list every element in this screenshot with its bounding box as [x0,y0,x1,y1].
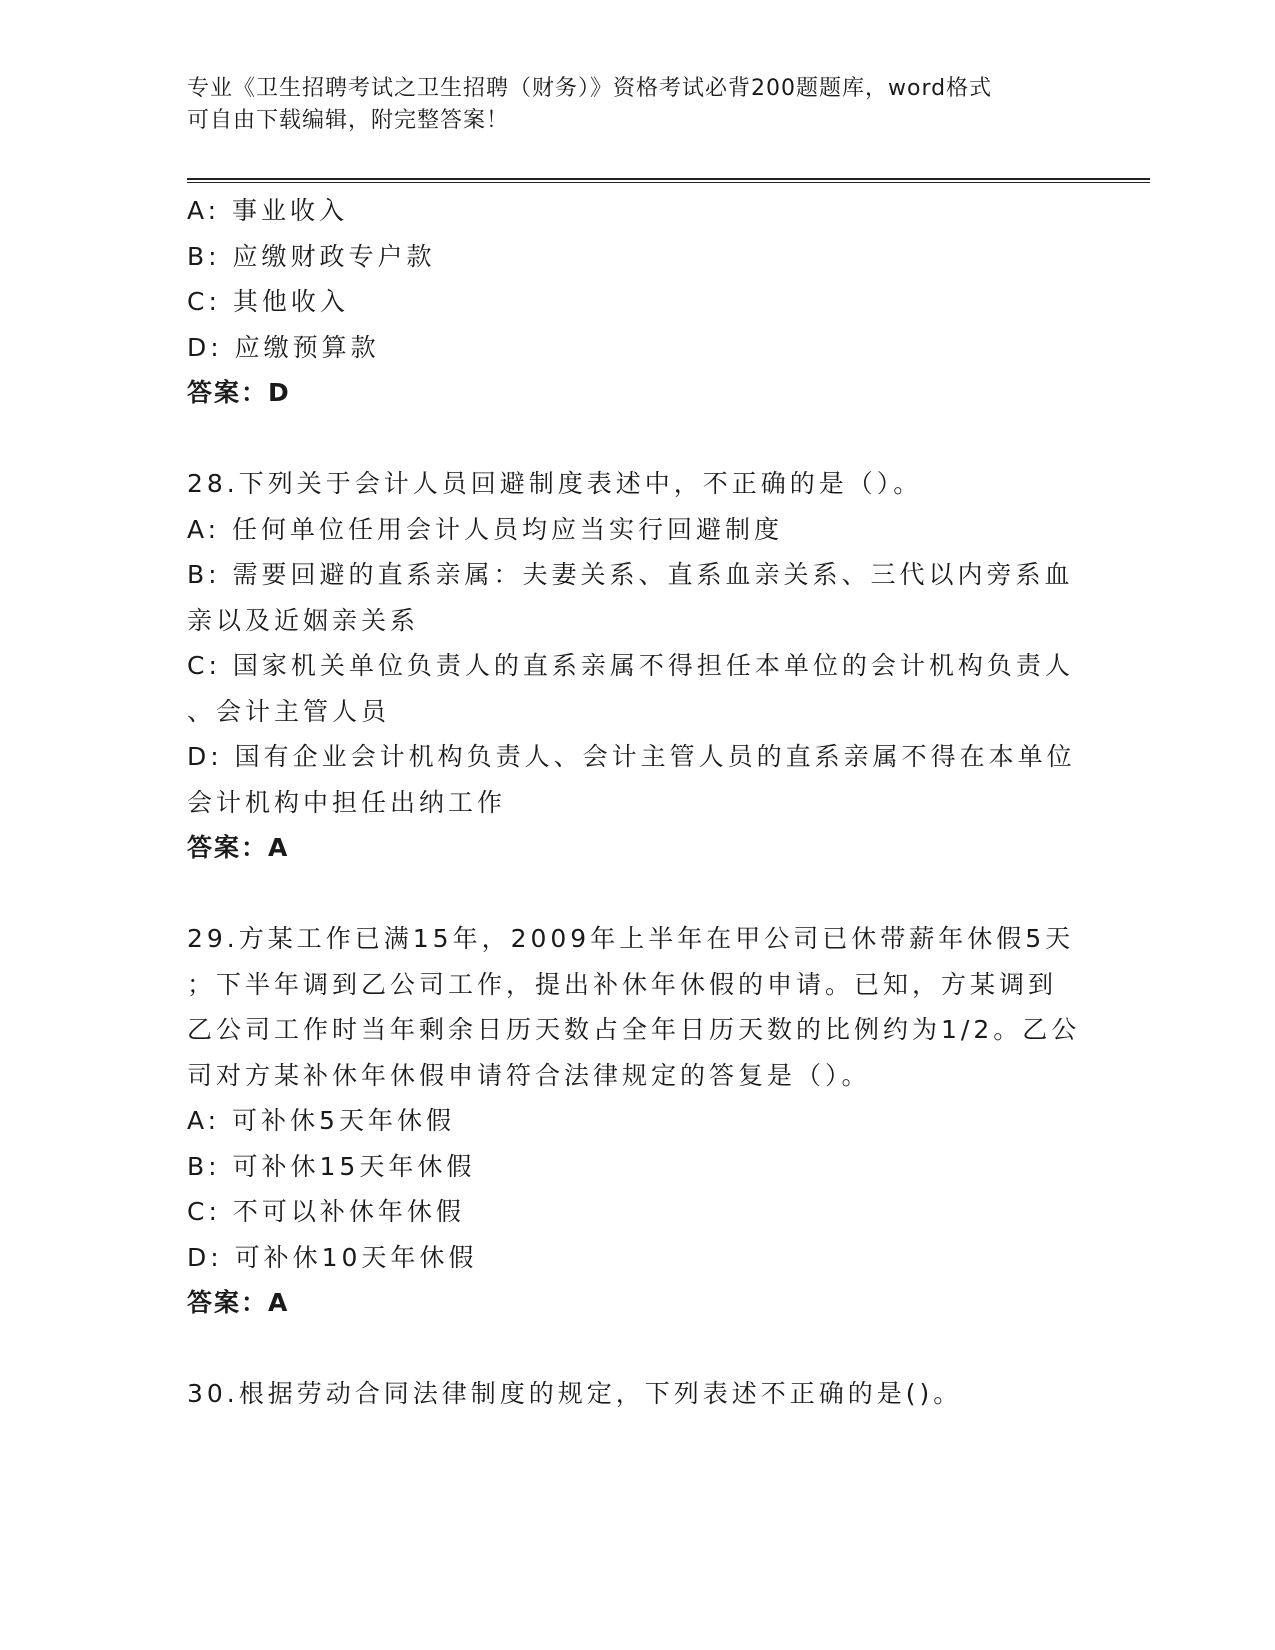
option-a: A: 可补休5天年休假 [187,1106,455,1135]
option-c: C: 其他收入 [187,287,349,316]
option-a: A: 事业收入 [187,196,349,225]
question-29 [187,916,1087,1326]
document-header [187,73,1067,137]
option-b: B: 可补休15天年休假 [187,1151,476,1181]
question-stem: 28.下列关于会计人员回避制度表述中，不正确的是（）。 [187,469,923,498]
header-line-1: 专业《卫生招聘考试之卫生招聘（财务）》资格考试必背200题题库，word格式 [187,76,993,101]
question-stem: 29.方某工作已满15年，2009年上半年在甲公司已休带薪年休假5天 [187,924,1075,953]
option-d: D: 可补休10天年休假 [187,1242,478,1272]
answer: 答案：A [187,1288,290,1317]
header-rule-thin [187,182,1150,183]
header-rule-thick [187,178,1150,180]
question-27-continued [187,188,1087,416]
option-b: B: 应缴财政专户款 [187,241,436,271]
question-28 [187,461,1087,871]
header-line-2: 可自由下载编辑，附完整答案！ [187,108,510,133]
spacer [187,871,1087,917]
option-c: C: 不可以补休年休假 [187,1197,465,1226]
question-stem-continued: 乙公司工作时当年剩余日历天数占全年日历天数的比例约为1/2。乙公 [187,1015,1081,1044]
question-stem-continued: 司对方某补休年休假申请符合法律规定的答复是（）。 [187,1060,871,1090]
option-d-continued: 会计机构中担任出纳工作 [187,787,507,817]
document-body [187,188,1087,1417]
spacer [187,1326,1087,1372]
question-stem: 30.根据劳动合同法律制度的规定，下列表述不正确的是()。 [187,1379,963,1408]
spacer [187,416,1087,462]
option-d: D: 应缴预算款 [187,332,380,362]
answer: 答案：A [187,833,290,862]
option-b: B: 需要回避的直系亲属：夫妻关系、直系血亲关系、三代以内旁系血 [187,560,1074,589]
question-30 [187,1371,1087,1417]
option-a: A: 任何单位任用会计人员均应当实行回避制度 [187,514,784,544]
option-b-continued: 亲以及近姻亲关系 [187,605,420,635]
option-d: D: 国有企业会计机构负责人、会计主管人员的直系亲属不得在本单位 [187,742,1076,771]
option-c: C: 国家机关单位负责人的直系亲属不得担任本单位的会计机构负责人 [187,651,1074,680]
question-stem-continued: ；下半年调到乙公司工作，提出补休年休假的申请。已知，方某调到 [187,969,1058,999]
answer: 答案：D [187,378,291,407]
option-c-continued: 、会计主管人员 [187,696,391,726]
